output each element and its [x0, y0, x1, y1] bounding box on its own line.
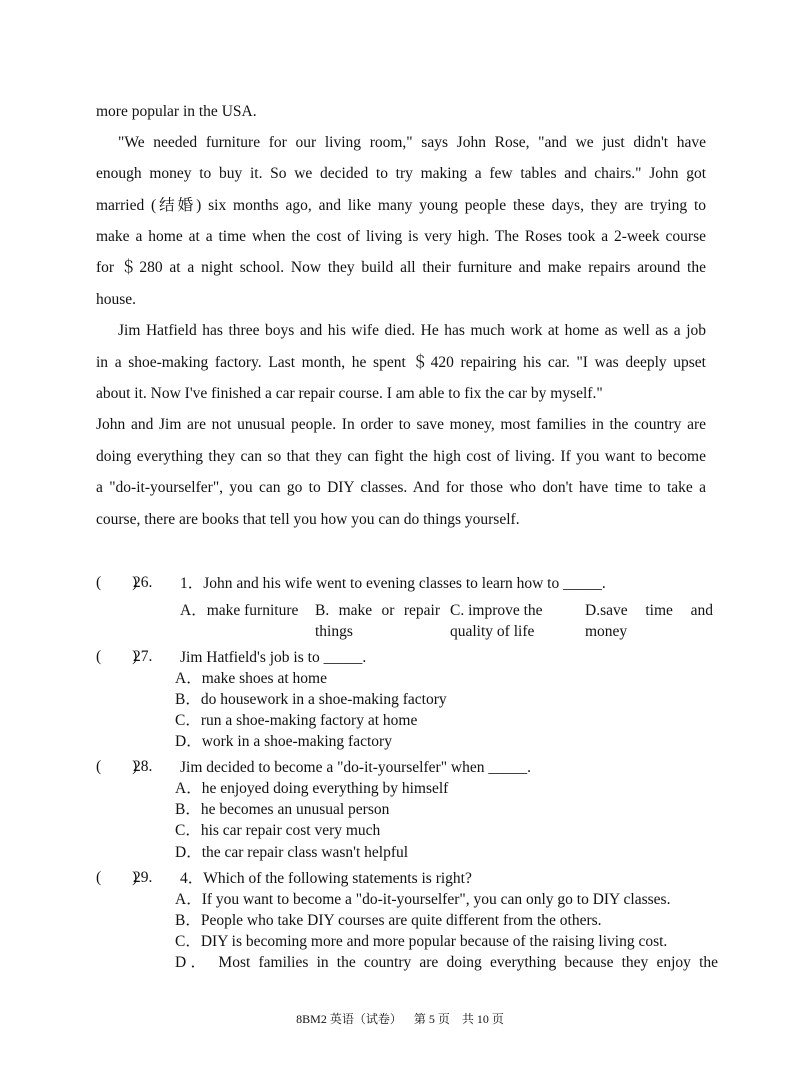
question-number: 27.: [133, 648, 153, 665]
passage-line: house.: [96, 291, 137, 308]
passage-line: course, there are books that tell you how you can do things yourself.: [96, 511, 520, 528]
passage-line: doing everything they can so that they can fight the high cost of living. If you want to become: [96, 448, 706, 465]
option-c[interactable]: C．DIY is becoming more and more popular because of the raising living cost.: [175, 933, 668, 950]
question-stem: Jim Hatfield's job is to _____.: [180, 649, 367, 666]
option-d[interactable]: D． Most families in the country are doing everything because they enjoy the: [175, 954, 718, 971]
passage-line: Jim Hatfield has three boys and his wife died. He has much work at home as well as a job: [118, 322, 706, 339]
passage-line: for ＄280 at a night school. Now they build all their furniture and make repairs around the: [96, 259, 706, 276]
passage-line: enough money to buy it. So we decided to try making a few tables and chairs." John got: [96, 165, 706, 182]
page-footer: 8BM2 英语（试卷） 第 5 页 共 10 页: [296, 1012, 504, 1026]
option-b[interactable]: B. make or repair things: [315, 602, 440, 640]
option-a[interactable]: A．he enjoyed doing everything by himself: [175, 780, 449, 797]
question-stem: 1．John and his wife went to evening classes to learn how to _____.: [180, 575, 606, 592]
passage-line: more popular in the USA.: [96, 103, 257, 120]
answer-blank[interactable]: ( ): [96, 574, 138, 591]
passage-line: "We needed furniture for our living room," says John Rose, "and we just didn't have: [118, 134, 706, 151]
answer-blank[interactable]: ( ): [96, 648, 138, 665]
question-stem: Jim decided to become a "do-it-yourselfer" when _____.: [180, 759, 531, 776]
option-c[interactable]: C．his car repair cost very much: [175, 822, 381, 839]
option-b[interactable]: B．People who take DIY courses are quite different from the others.: [175, 912, 602, 929]
option-a[interactable]: A．make shoes at home: [175, 670, 327, 687]
option-a[interactable]: A．make furniture: [180, 602, 299, 619]
question-number: 28.: [133, 758, 153, 775]
question-stem: 4．Which of the following statements is right?: [180, 870, 472, 887]
passage-line: married (结婚) six months ago, and like many young people these days, they are trying to: [96, 197, 706, 214]
question-number: 26.: [133, 574, 153, 591]
option-c[interactable]: C．run a shoe-making factory at home: [175, 712, 418, 729]
option-a[interactable]: A．If you want to become a "do-it-yourselfer", you can only go to DIY classes.: [175, 891, 671, 908]
option-d[interactable]: D．work in a shoe-making factory: [175, 733, 392, 750]
option-c[interactable]: C. improve the quality of life: [450, 602, 543, 640]
answer-blank[interactable]: ( ): [96, 758, 138, 775]
question-number: 29.: [133, 869, 153, 886]
answer-blank[interactable]: ( ): [96, 869, 138, 886]
passage-line: in a shoe-making factory. Last month, he spent ＄420 repairing his car. "I was deeply upset: [96, 354, 706, 371]
option-b[interactable]: B．do housework in a shoe-making factory: [175, 691, 447, 708]
passage-line: about it. Now I've finished a car repair course. I am able to fix the car by myself.": [96, 385, 603, 402]
passage-line: John and Jim are not unusual people. In order to save money, most families in the country are: [96, 416, 706, 433]
passage-line: a "do-it-yourselfer", you can go to DIY classes. And for those who don't have time to take a: [96, 479, 706, 496]
option-b[interactable]: B．he becomes an unusual person: [175, 801, 390, 818]
option-d[interactable]: D.save time and money: [585, 602, 713, 640]
passage-line: make a home at a time when the cost of living is very high. The Roses took a 2-week course: [96, 228, 706, 245]
option-d[interactable]: D．the car repair class wasn't helpful: [175, 844, 409, 861]
